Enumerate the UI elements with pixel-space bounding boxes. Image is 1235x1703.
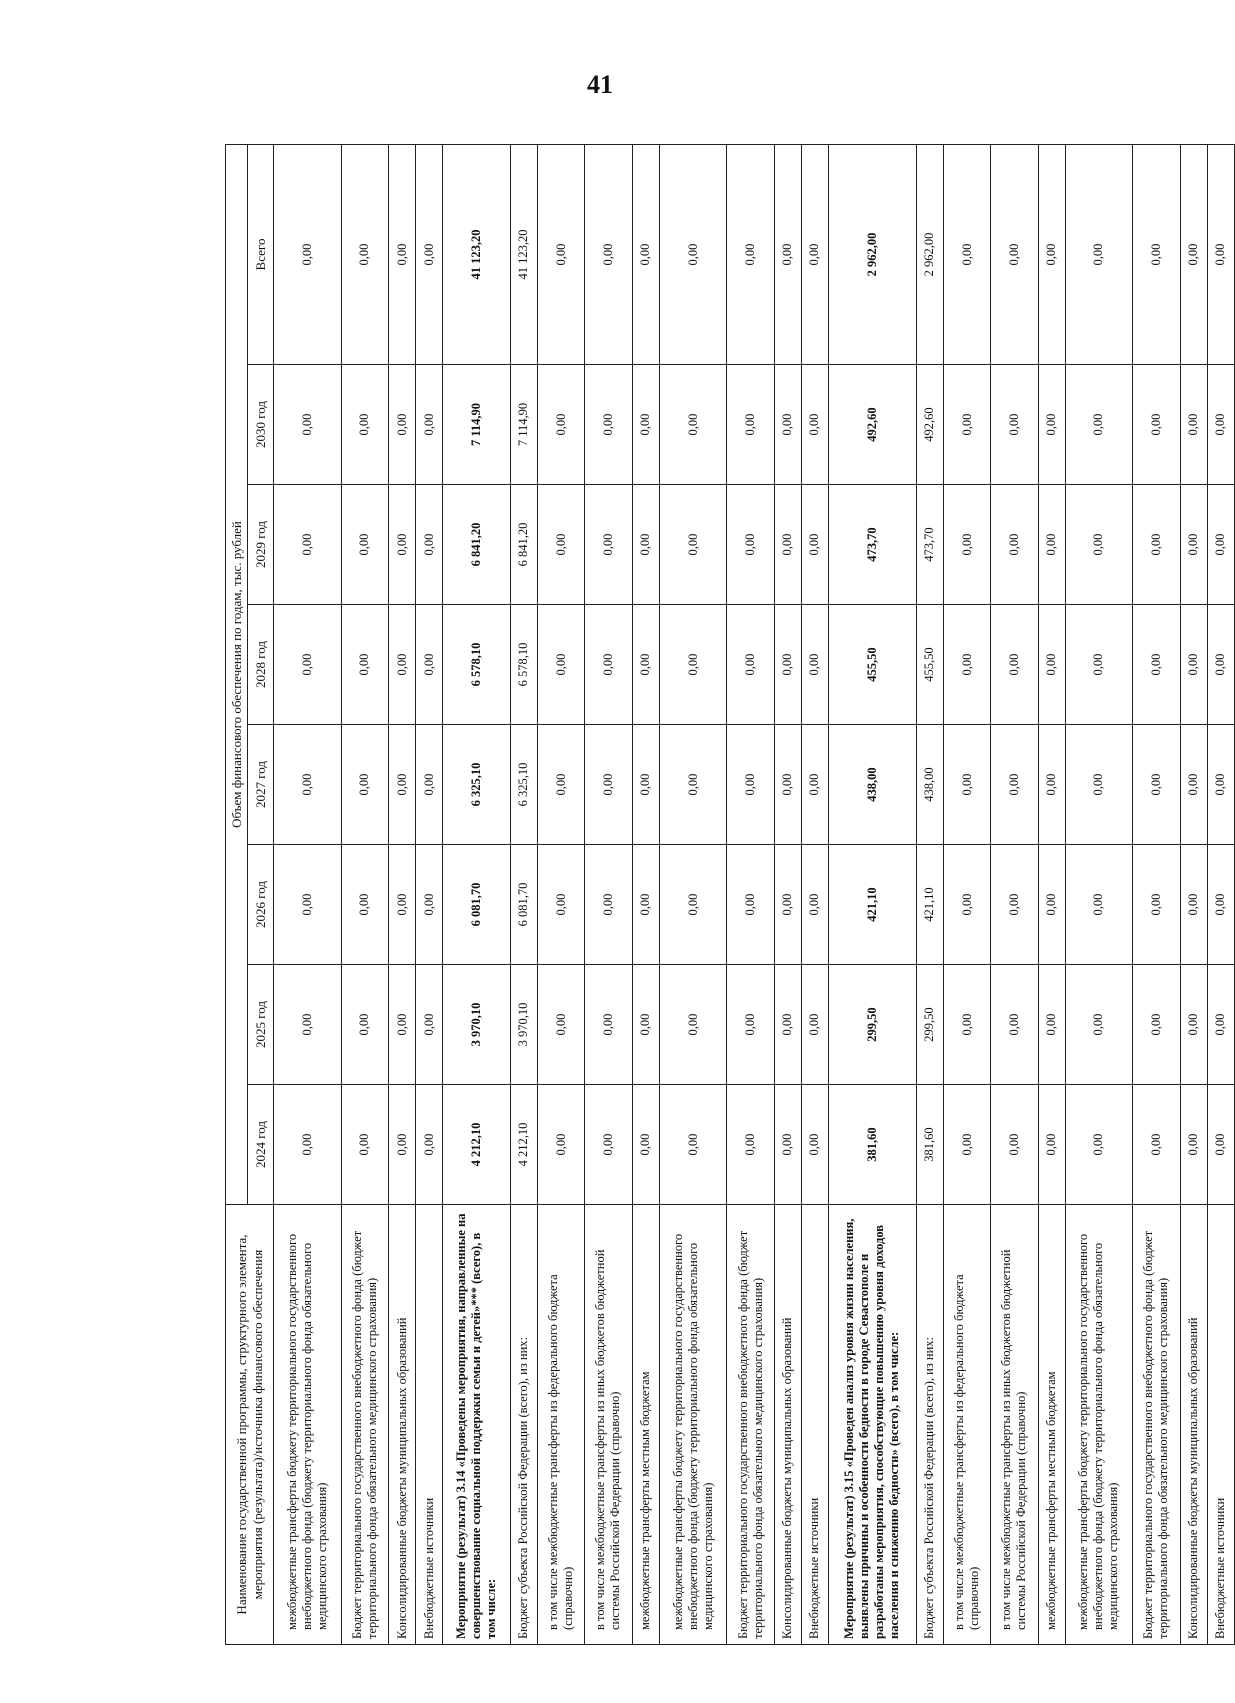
- row-value: 0,00: [1133, 725, 1180, 845]
- row-value: 0,00: [1038, 485, 1065, 605]
- row-value: 0,00: [537, 845, 584, 965]
- row-value: 0,00: [274, 725, 342, 845]
- column-header: 2030 год: [248, 365, 274, 485]
- row-value: 0,00: [537, 605, 584, 725]
- row-value: 0,00: [991, 144, 1038, 364]
- row-label: в том числе межбюджетные трансферты из иных бюджетов бюджетной системы Российской Федерации (справочно): [585, 1205, 632, 1645]
- row-value: 7 114,90: [510, 365, 537, 485]
- row-value: 0,00: [774, 845, 801, 965]
- row-value: 0,00: [774, 365, 801, 485]
- row-value: 0,00: [801, 144, 828, 364]
- row-value: 0,00: [991, 365, 1038, 485]
- row-value: 0,00: [1133, 605, 1180, 725]
- row-value: 0,00: [1038, 144, 1065, 364]
- column-header: 2029 год: [248, 485, 274, 605]
- row-value: 0,00: [991, 1085, 1038, 1205]
- row-value: 41 123,20: [510, 144, 537, 364]
- row-value: 0,00: [632, 965, 659, 1085]
- row-value: 0,00: [1180, 365, 1207, 485]
- table-row: [727, 144, 774, 1644]
- row-value: 0,00: [389, 845, 416, 965]
- row-value: 0,00: [659, 965, 727, 1085]
- row-label: Бюджет субъекта Российской Федерации (всего), из них:: [510, 1205, 537, 1645]
- row-value: 6 081,70: [510, 845, 537, 965]
- row-value: 0,00: [943, 1085, 990, 1205]
- column-header: 2025 год: [248, 965, 274, 1085]
- row-value: 0,00: [416, 965, 443, 1085]
- row-value: 0,00: [1207, 485, 1234, 605]
- row-value: 421,10: [828, 845, 916, 965]
- table-row: [510, 144, 537, 1644]
- table-row: [585, 144, 632, 1644]
- row-value: 0,00: [943, 144, 990, 364]
- row-value: 0,00: [1180, 845, 1207, 965]
- column-header: Всего: [248, 144, 274, 364]
- row-value: 0,00: [274, 485, 342, 605]
- row-value: 0,00: [274, 605, 342, 725]
- row-value: 473,70: [916, 485, 943, 605]
- row-value: 0,00: [1065, 965, 1133, 1085]
- row-value: 0,00: [774, 1085, 801, 1205]
- rotated-table-container: [225, 145, 1235, 1645]
- row-value: 0,00: [1133, 365, 1180, 485]
- table-row: [1133, 144, 1180, 1644]
- row-value: 41 123,20: [443, 144, 511, 364]
- row-value: 0,00: [727, 485, 774, 605]
- row-value: 0,00: [274, 365, 342, 485]
- row-value: 0,00: [991, 485, 1038, 605]
- row-value: 0,00: [389, 725, 416, 845]
- row-value: 0,00: [416, 144, 443, 364]
- row-value: 0,00: [659, 845, 727, 965]
- row-value: 0,00: [1180, 485, 1207, 605]
- row-value: 0,00: [659, 485, 727, 605]
- row-value: 6 325,10: [510, 725, 537, 845]
- row-value: 0,00: [1133, 965, 1180, 1085]
- row-value: 0,00: [1180, 725, 1207, 845]
- row-value: 0,00: [659, 365, 727, 485]
- row-value: 0,00: [341, 365, 388, 485]
- row-value: 0,00: [801, 605, 828, 725]
- row-value: 0,00: [943, 725, 990, 845]
- row-value: 2 962,00: [828, 144, 916, 364]
- row-value: 0,00: [416, 725, 443, 845]
- row-value: 0,00: [1038, 725, 1065, 845]
- financing-table: [225, 144, 1235, 1645]
- row-value: 0,00: [991, 725, 1038, 845]
- row-value: 0,00: [727, 365, 774, 485]
- row-value: 0,00: [727, 965, 774, 1085]
- column-header: 2027 год: [248, 725, 274, 845]
- row-value: 0,00: [943, 845, 990, 965]
- row-value: 0,00: [1207, 144, 1234, 364]
- row-value: 0,00: [943, 605, 990, 725]
- row-value: 3 970,10: [443, 965, 511, 1085]
- row-value: 492,60: [916, 365, 943, 485]
- row-value: 3 970,10: [510, 965, 537, 1085]
- row-value: 0,00: [632, 365, 659, 485]
- row-value: 0,00: [1133, 485, 1180, 605]
- row-value: 0,00: [1038, 1085, 1065, 1205]
- row-value: 0,00: [274, 144, 342, 364]
- row-value: 0,00: [991, 965, 1038, 1085]
- column-header: 2024 год: [248, 1085, 274, 1205]
- row-value: 0,00: [341, 845, 388, 965]
- row-value: 0,00: [801, 725, 828, 845]
- row-value: 0,00: [585, 365, 632, 485]
- row-value: 0,00: [801, 965, 828, 1085]
- table-row: [416, 144, 443, 1644]
- row-value: 0,00: [389, 965, 416, 1085]
- table-row: [774, 144, 801, 1644]
- row-value: 0,00: [632, 485, 659, 605]
- row-label: Бюджет территориального государственного внебюджетного фонда (бюджет территориального фонда обязательного медицинского страхования): [727, 1205, 774, 1645]
- row-value: 0,00: [727, 144, 774, 364]
- row-value: 0,00: [389, 365, 416, 485]
- page-number: 41: [587, 70, 613, 99]
- row-value: 0,00: [943, 365, 990, 485]
- row-value: 0,00: [774, 605, 801, 725]
- row-value: 0,00: [659, 605, 727, 725]
- row-label: межбюджетные трансферты местным бюджетам: [632, 1205, 659, 1645]
- row-value: 0,00: [1207, 605, 1234, 725]
- row-value: 0,00: [585, 965, 632, 1085]
- row-value: 0,00: [1038, 605, 1065, 725]
- row-value: 0,00: [943, 965, 990, 1085]
- row-value: 0,00: [341, 605, 388, 725]
- row-value: 4 212,10: [443, 1085, 511, 1205]
- row-value: 299,50: [828, 965, 916, 1085]
- row-value: 492,60: [828, 365, 916, 485]
- row-value: 0,00: [585, 605, 632, 725]
- row-value: 0,00: [659, 144, 727, 364]
- row-value: 438,00: [916, 725, 943, 845]
- row-value: 0,00: [943, 485, 990, 605]
- table-row: [801, 144, 828, 1644]
- row-value: 0,00: [1038, 845, 1065, 965]
- row-value: 0,00: [727, 725, 774, 845]
- row-value: 2 962,00: [916, 144, 943, 364]
- row-label: в том числе межбюджетные трансферты из иных бюджетов бюджетной системы Российской Федерации (справочно): [991, 1205, 1038, 1645]
- row-label: Мероприятие (результат) 3.14 «Проведены мероприятия, направленные на совершенствование социальной поддержки семьи и детей»*** (всего), в том числе:: [443, 1205, 511, 1645]
- row-value: 0,00: [389, 144, 416, 364]
- row-value: 0,00: [1065, 1085, 1133, 1205]
- row-value: 0,00: [389, 1085, 416, 1205]
- row-value: 0,00: [416, 605, 443, 725]
- row-value: 0,00: [1065, 725, 1133, 845]
- row-label: Внебюджетные источники: [1207, 1205, 1234, 1645]
- row-label: Бюджет территориального государственного внебюджетного фонда (бюджет территориального фонда обязательного медицинского страхования): [1133, 1205, 1180, 1645]
- row-value: 0,00: [416, 485, 443, 605]
- row-value: 455,50: [828, 605, 916, 725]
- row-label: межбюджетные трансферты бюджету территориального государственного внебюджетного фонда (бюджету территориального фонда обязательного медицинского страхования): [274, 1205, 342, 1645]
- row-value: 0,00: [774, 485, 801, 605]
- row-value: 438,00: [828, 725, 916, 845]
- row-value: 0,00: [1065, 365, 1133, 485]
- row-value: 7 114,90: [443, 365, 511, 485]
- row-value: 0,00: [585, 144, 632, 364]
- row-value: 6 578,10: [443, 605, 511, 725]
- row-value: 0,00: [727, 845, 774, 965]
- row-value: 0,00: [1065, 485, 1133, 605]
- table-row: [537, 144, 584, 1644]
- row-value: 0,00: [991, 845, 1038, 965]
- row-value: 0,00: [585, 725, 632, 845]
- row-value: 0,00: [991, 605, 1038, 725]
- table-row: [1065, 144, 1133, 1644]
- row-label: Консолидированные бюджеты муниципальных образований: [1180, 1205, 1207, 1645]
- row-value: 0,00: [659, 725, 727, 845]
- table-row: [943, 144, 990, 1644]
- row-value: 455,50: [916, 605, 943, 725]
- row-value: 0,00: [774, 144, 801, 364]
- row-label: в том числе межбюджетные трансферты из федерального бюджета (справочно): [537, 1205, 584, 1645]
- row-value: 4 212,10: [510, 1085, 537, 1205]
- row-label: Внебюджетные источники: [801, 1205, 828, 1645]
- row-value: 0,00: [727, 605, 774, 725]
- row-value: 0,00: [1180, 144, 1207, 364]
- table-row: [659, 144, 727, 1644]
- row-label: Консолидированные бюджеты муниципальных образований: [389, 1205, 416, 1645]
- row-value: 0,00: [341, 725, 388, 845]
- row-value: 0,00: [1180, 965, 1207, 1085]
- row-value: 0,00: [632, 144, 659, 364]
- row-label: Бюджет субъекта Российской Федерации (всего), из них:: [916, 1205, 943, 1645]
- row-value: 0,00: [537, 965, 584, 1085]
- row-value: 6 578,10: [510, 605, 537, 725]
- row-value: 0,00: [1065, 144, 1133, 364]
- row-value: 0,00: [341, 1085, 388, 1205]
- row-value: 0,00: [1038, 965, 1065, 1085]
- row-value: 0,00: [416, 1085, 443, 1205]
- table-row: [1207, 144, 1234, 1644]
- row-value: 0,00: [632, 725, 659, 845]
- row-value: 0,00: [1133, 1085, 1180, 1205]
- row-value: 0,00: [416, 845, 443, 965]
- row-value: 0,00: [341, 965, 388, 1085]
- row-label: межбюджетные трансферты бюджету территориального государственного внебюджетного фонда (бюджету территориального фонда обязательного медицинского страхования): [659, 1205, 727, 1645]
- column-header: 2028 год: [248, 605, 274, 725]
- row-value: 0,00: [389, 605, 416, 725]
- table-row: [389, 144, 416, 1644]
- row-value: 6 081,70: [443, 845, 511, 965]
- row-value: 0,00: [632, 845, 659, 965]
- row-value: 0,00: [585, 845, 632, 965]
- row-label: Мероприятие (результат) 3.15 «Проведен анализ уровня жизни населения, выявлены причины и особенности бедности в городе Севастополе и разработаны мероприятия, способствующие повышению уровня доходов населения и снижению бедности» (всего), в том числе:: [828, 1205, 916, 1645]
- row-value: 0,00: [585, 1085, 632, 1205]
- row-value: 0,00: [801, 1085, 828, 1205]
- table-row: [1180, 144, 1207, 1644]
- row-value: 0,00: [537, 725, 584, 845]
- row-value: 0,00: [537, 1085, 584, 1205]
- row-value: 0,00: [537, 365, 584, 485]
- row-value: 0,00: [1133, 845, 1180, 965]
- row-value: 0,00: [774, 725, 801, 845]
- table-body: [274, 144, 1235, 1644]
- row-value: 0,00: [1180, 605, 1207, 725]
- row-value: 0,00: [1065, 845, 1133, 965]
- table-row: [274, 144, 342, 1644]
- row-value: 0,00: [774, 965, 801, 1085]
- row-label: Внебюджетные источники: [416, 1205, 443, 1645]
- row-value: 0,00: [274, 965, 342, 1085]
- row-value: 381,60: [916, 1085, 943, 1205]
- row-value: 0,00: [389, 485, 416, 605]
- row-value: 0,00: [1207, 365, 1234, 485]
- row-value: 0,00: [659, 1085, 727, 1205]
- row-value: 0,00: [1207, 725, 1234, 845]
- row-value: 0,00: [537, 144, 584, 364]
- row-value: 0,00: [1207, 965, 1234, 1085]
- row-label: межбюджетные трансферты местным бюджетам: [1038, 1205, 1065, 1645]
- row-value: 0,00: [341, 485, 388, 605]
- row-value: 0,00: [632, 1085, 659, 1205]
- row-value: 473,70: [828, 485, 916, 605]
- row-value: 0,00: [341, 144, 388, 364]
- row-value: 0,00: [585, 485, 632, 605]
- row-value: 6 841,20: [443, 485, 511, 605]
- row-value: 0,00: [274, 845, 342, 965]
- row-value: 0,00: [1180, 1085, 1207, 1205]
- row-value: 0,00: [727, 1085, 774, 1205]
- row-label: Бюджет территориального государственного внебюджетного фонда (бюджет территориального фонда обязательного медицинского страхования): [341, 1205, 388, 1645]
- row-value: 0,00: [416, 365, 443, 485]
- row-value: 0,00: [1207, 845, 1234, 965]
- row-value: 0,00: [537, 485, 584, 605]
- column-header: 2026 год: [248, 845, 274, 965]
- header-group: Объем финансового обеспечения по годам, тыс. рублей: [226, 144, 248, 1204]
- table-row: [916, 144, 943, 1644]
- row-value: 0,00: [801, 485, 828, 605]
- table-row: [632, 144, 659, 1644]
- row-label: Консолидированные бюджеты муниципальных образований: [774, 1205, 801, 1645]
- row-value: 0,00: [1133, 144, 1180, 364]
- row-value: 299,50: [916, 965, 943, 1085]
- header-name: Наименование государственной программы, структурного элемента, мероприятия (результата)/источника финансового обеспечения: [226, 1205, 274, 1645]
- table-row: [341, 144, 388, 1644]
- table-row: [1038, 144, 1065, 1644]
- row-value: 6 841,20: [510, 485, 537, 605]
- row-value: 0,00: [801, 365, 828, 485]
- row-label: межбюджетные трансферты бюджету территориального государственного внебюджетного фонда (бюджету территориального фонда обязательного медицинского страхования): [1065, 1205, 1133, 1645]
- row-value: 0,00: [1207, 1085, 1234, 1205]
- row-value: 0,00: [801, 845, 828, 965]
- row-value: 0,00: [1065, 605, 1133, 725]
- row-value: 0,00: [1038, 365, 1065, 485]
- table-row: [443, 144, 511, 1644]
- row-label: в том числе межбюджетные трансферты из федерального бюджета (справочно): [943, 1205, 990, 1645]
- table-row: [991, 144, 1038, 1644]
- row-value: 6 325,10: [443, 725, 511, 845]
- row-value: 381,60: [828, 1085, 916, 1205]
- row-value: 0,00: [274, 1085, 342, 1205]
- row-value: 0,00: [632, 605, 659, 725]
- row-value: 421,10: [916, 845, 943, 965]
- table-row: [828, 144, 916, 1644]
